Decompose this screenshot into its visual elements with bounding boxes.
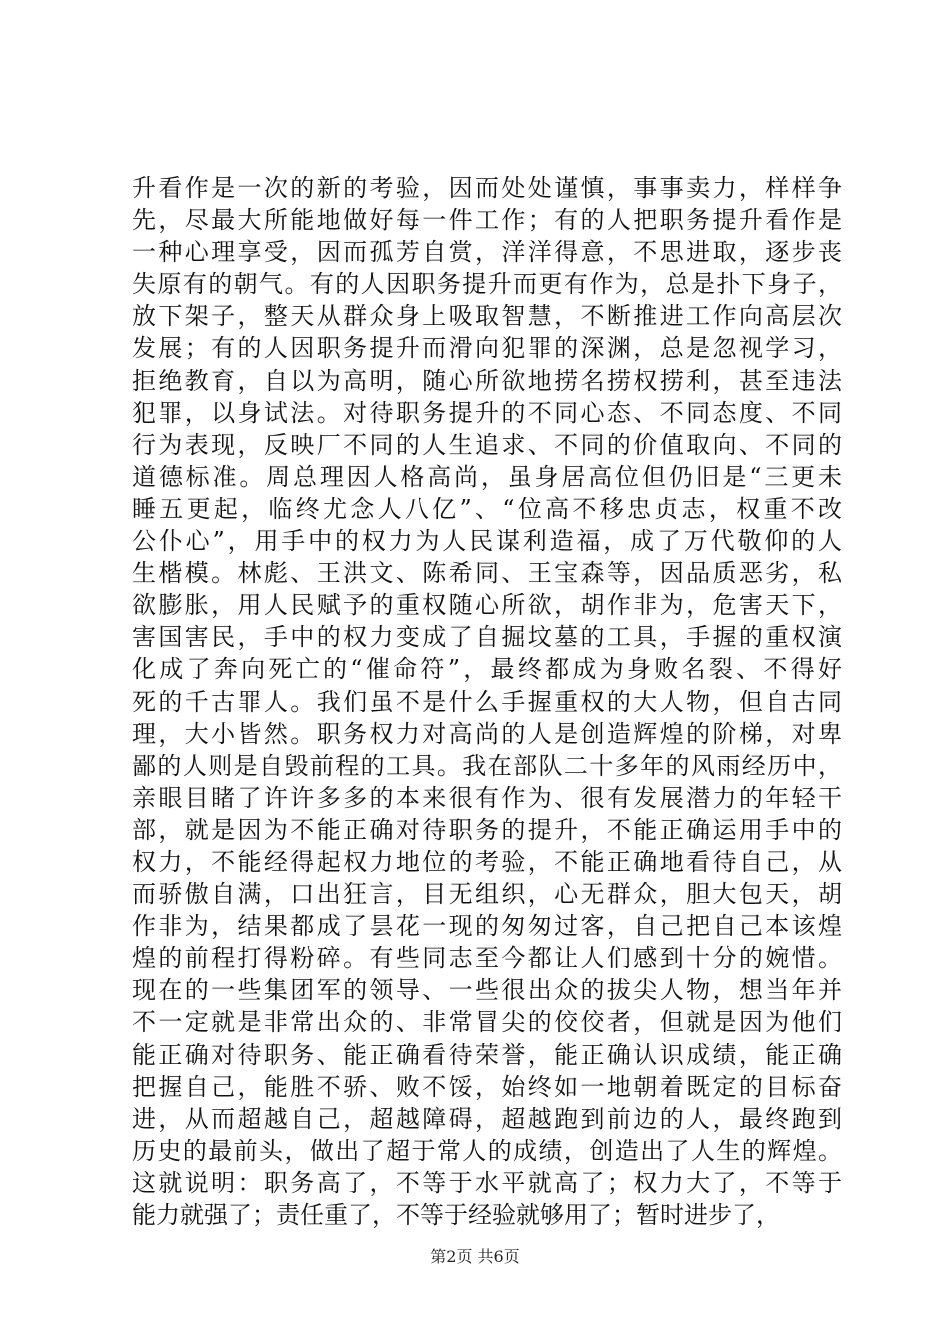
text-line: 生楷模。林彪、王洪文、陈希同、王宝森等，因品质恶劣，私 bbox=[132, 559, 842, 588]
text-line: 欲膨胀，用人民赋予的重权随心所欲，胡作非为，危害天下， bbox=[132, 591, 842, 620]
text-line: 放下架子，整天从群众身上吸取智慧，不断推进工作向高层次 bbox=[132, 302, 842, 331]
text-line: 道德标准。周总理因人格高尚，虽身居高位但仍旧是“三更未 bbox=[132, 462, 842, 491]
text-line: 进，从而超越自己，超越障碍，超越跑到前边的人，最终跑到 bbox=[132, 1104, 842, 1133]
text-line: 失原有的朝气。有的人因职务提升而更有作为，总是扑下身子， bbox=[132, 270, 842, 299]
text-line: 而骄傲自满，口出狂言，目无组织，心无群众，胆大包天，胡 bbox=[132, 880, 842, 909]
text-line: 能正确对待职务、能正确看待荣誉，能正确认识成绩，能正确 bbox=[132, 1040, 842, 1069]
text-line: 先，尽最大所能地做好每一件工作；有的人把职务提升看作是 bbox=[132, 206, 842, 235]
text-line: 发展；有的人因职务提升而滑向犯罪的深渊，总是忽视学习， bbox=[132, 334, 842, 363]
text-line: 升看作是一次的新的考验，因而处处谨慎，事事卖力，样样争 bbox=[132, 174, 842, 202]
text-line: 能力就强了；责任重了，不等于经验就够用了；暂时进步了， bbox=[132, 1201, 780, 1229]
text-line: 拒绝教育，自以为高明，随心所欲地捞名捞权捞利，甚至违法 bbox=[132, 366, 842, 395]
text-line: 不一定就是非常出众的、非常冒尖的佼佼者，但就是因为他们 bbox=[132, 1008, 842, 1037]
body-text bbox=[132, 172, 842, 1231]
text-line: 犯罪，以身试法。对待职务提升的不同心态、不同态度、不同 bbox=[132, 398, 842, 427]
text-line: 现在的一些集团军的领导、一些很出众的拔尖人物，想当年并 bbox=[132, 976, 842, 1005]
page-footer: 第2页 共6页 bbox=[430, 1247, 520, 1266]
text-line: 亲眼目睹了许许多多的本来很有作为、很有发展潜力的年轻干 bbox=[132, 783, 842, 812]
text-line: 害国害民，手中的权力变成了自掘坟墓的工具，手握的重权演 bbox=[132, 623, 842, 652]
text-line: 公仆心”，用手中的权力为人民谋利造福，成了万代敬仰的人 bbox=[132, 527, 842, 556]
text-line: 煌的前程打得粉碎。有些同志至今都让人们感到十分的婉惜。 bbox=[132, 944, 842, 973]
text-line: 权力，不能经得起权力地位的考验，不能正确地看待自己，从 bbox=[132, 847, 842, 876]
text-line: 一种心理享受，因而孤芳自赏，洋洋得意，不思进取，逐步丧 bbox=[132, 238, 842, 267]
text-line: 睡五更起，临终尤念人八亿”、“位高不移忠贞志，权重不改 bbox=[132, 494, 842, 523]
text-line: 把握自己，能胜不骄、败不馁，始终如一地朝着既定的目标奋 bbox=[132, 1072, 842, 1101]
text-line: 作非为，结果都成了昙花一现的匆匆过客，自己把自己本该煌 bbox=[132, 912, 842, 941]
text-line: 鄙的人则是自毁前程的工具。我在部队二十多年的风雨经历中， bbox=[132, 751, 842, 780]
text-line: 理，大小皆然。职务权力对高尚的人是创造辉煌的阶梯，对卑 bbox=[132, 719, 842, 748]
text-line: 化成了奔向死亡的“催命符”，最终都成为身败名裂、不得好 bbox=[132, 655, 842, 684]
text-line: 死的千古罪人。我们虽不是什么手握重权的大人物，但自古同 bbox=[132, 687, 842, 716]
text-line: 历史的最前头，做出了超于常人的成绩，创造出了人生的辉煌。 bbox=[132, 1136, 842, 1165]
text-line: 部，就是因为不能正确对待职务的提升，不能正确运用手中的 bbox=[132, 815, 842, 844]
text-line: 行为表现，反映厂不同的人生追求、不同的价值取向、不同的 bbox=[132, 430, 842, 459]
text-line: 这就说明：职务高了，不等于水平就高了；权力大了，不等于 bbox=[132, 1168, 842, 1197]
